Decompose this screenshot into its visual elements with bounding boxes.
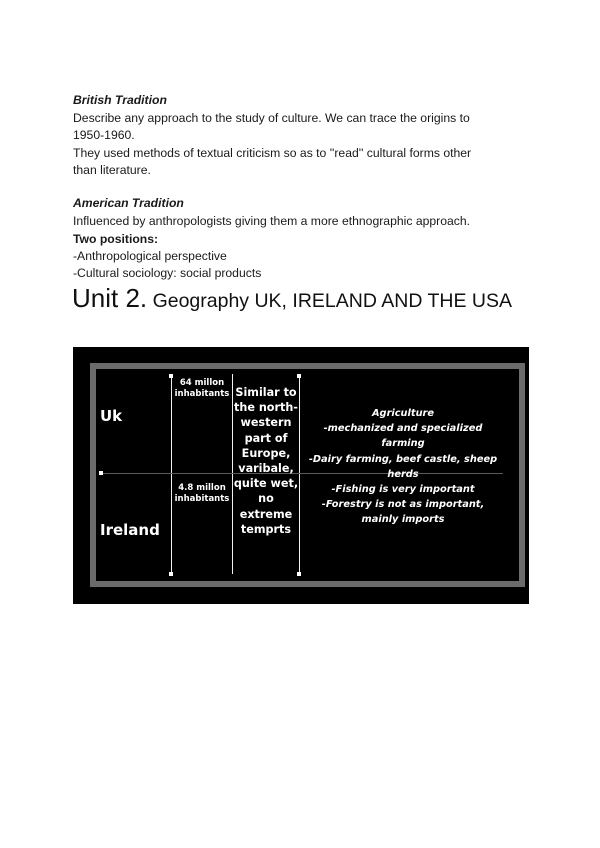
- two-positions-label: Two positions:: [73, 232, 159, 246]
- american-tradition-heading: American Tradition: [73, 196, 184, 210]
- uk-label: Uk: [100, 407, 123, 425]
- unit-number: Unit 2.: [72, 283, 148, 313]
- handle-dot: [297, 572, 301, 576]
- british-tradition-heading: British Tradition: [73, 93, 167, 107]
- british-line-4: than literature.: [73, 163, 151, 177]
- handle-dot: [297, 374, 301, 378]
- unit-subtitle: Geography UK, IRELAND AND THE USA: [147, 290, 513, 312]
- unit-title: [72, 283, 552, 316]
- handle-dot: [169, 572, 173, 576]
- divider-3: [299, 374, 300, 574]
- resources-description: Agriculture -mechanized and specialized farming -Dairy farming, beef castle, sheep herds -Fishing is very important -Forestry is not as important, mainly imports: [308, 408, 498, 526]
- handle-dot: [99, 471, 103, 475]
- british-line-3: They used methods of textual criticism so as to ''read'' cultural forms other: [73, 146, 472, 160]
- uk-population: 64 millon inhabitants: [174, 378, 230, 399]
- geography-figure: [73, 347, 529, 604]
- american-line: Influenced by anthropologists giving them a more ethnographic approach.: [73, 214, 471, 228]
- british-line-2: 1950-1960.: [73, 128, 135, 142]
- position-item-2: -Cultural sociology: social products: [73, 266, 262, 280]
- divider-1: [171, 374, 172, 574]
- ireland-population: 4.8 millon inhabitants: [174, 483, 230, 504]
- british-line-1: Describe any approach to the study of culture. We can trace the origins to: [73, 111, 470, 125]
- climate-description: Similar to the north- western part of Europe, varibale, quite wet, no extreme temprts: [233, 386, 299, 536]
- position-item-1: -Anthropological perspective: [73, 249, 227, 263]
- ireland-label: Ireland: [100, 521, 160, 539]
